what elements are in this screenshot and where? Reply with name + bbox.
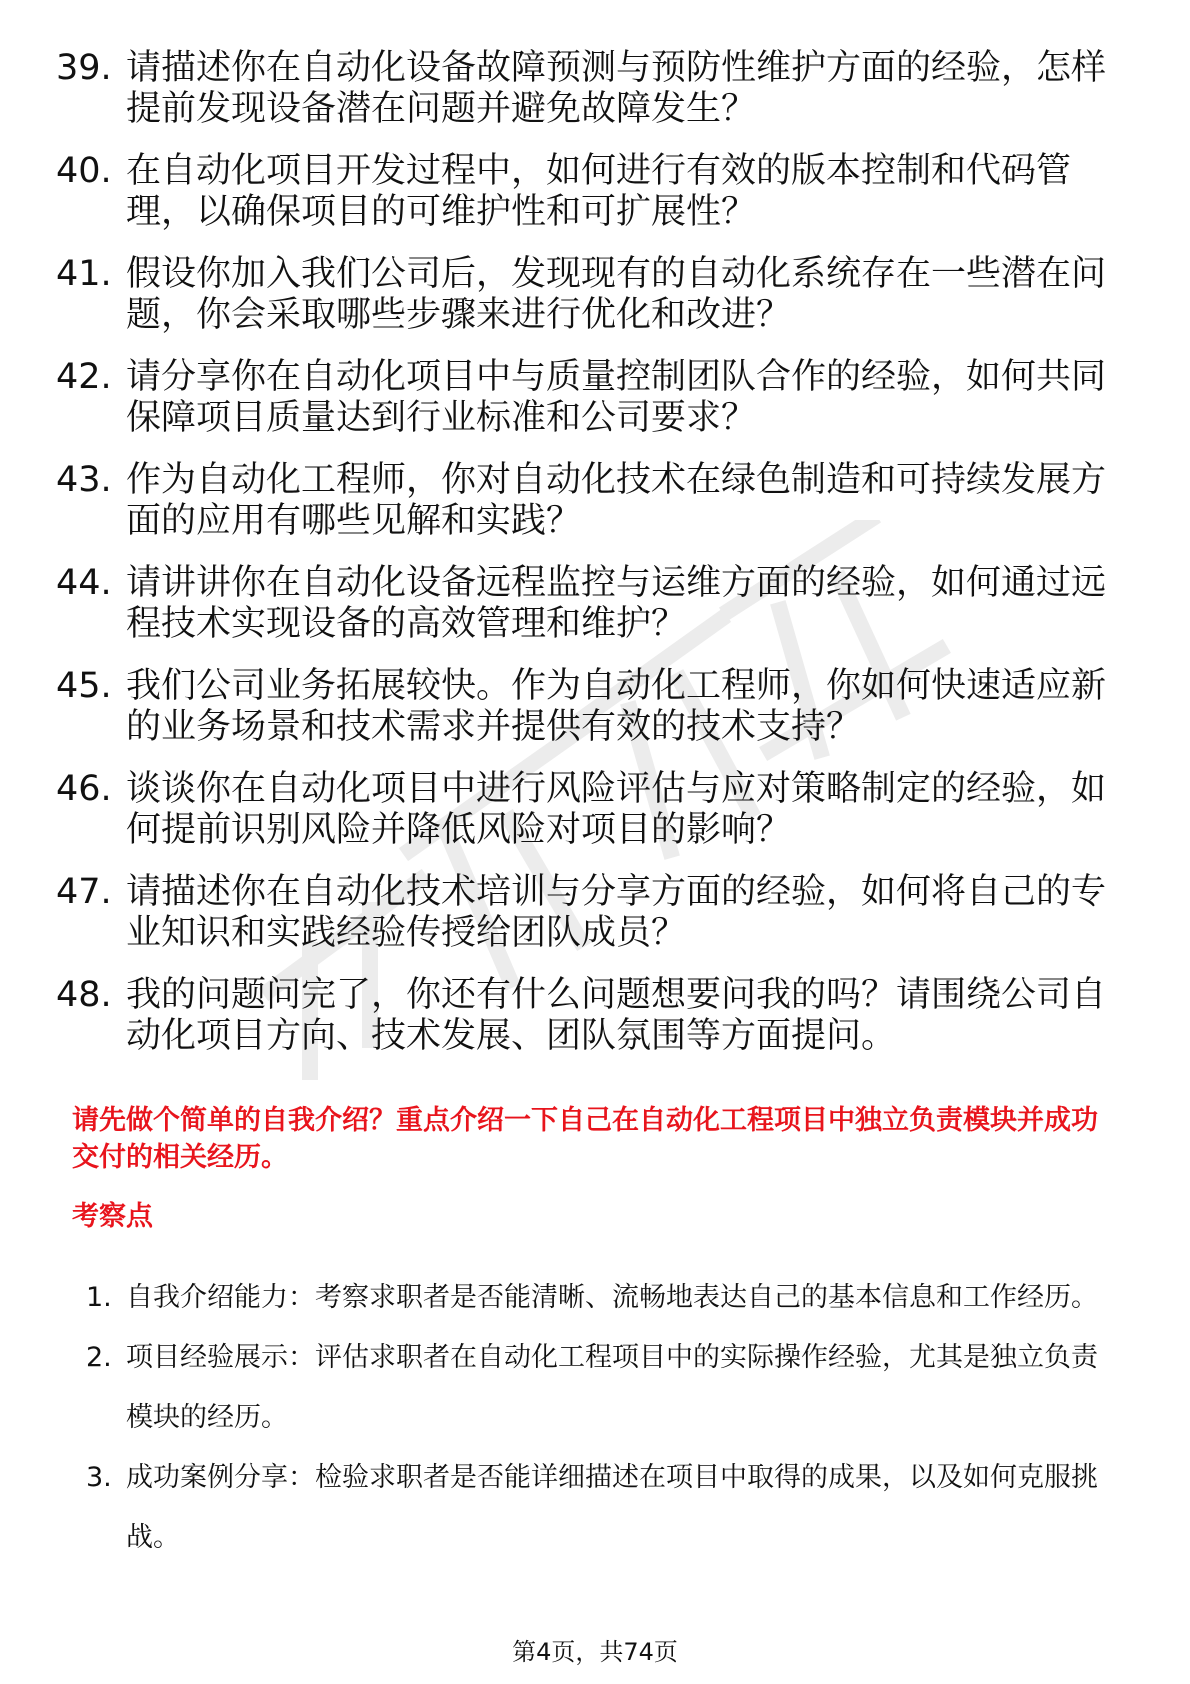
question-text: 我的问题问完了，你还有什么问题想要问我的吗？请围绕公司自动化项目方向、技术发展、团队氛围等方面提问。 bbox=[126, 975, 1107, 1056]
question-number: 43. bbox=[56, 460, 112, 500]
question-text: 请分享你在自动化项目中与质量控制团队合作的经验，如何共同保障项目质量达到行业标准和公司要求？ bbox=[126, 357, 1107, 438]
point-number: 3. bbox=[86, 1462, 112, 1493]
question-number: 44. bbox=[56, 563, 112, 603]
point-text: 自我介绍能力：考察求职者是否能清晰、流畅地表达自己的基本信息和工作经历。 bbox=[126, 1282, 1098, 1313]
question-text: 谈谈你在自动化项目中进行风险评估与应对策略制定的经验，如何提前识别风险并降低风险对项目的影响？ bbox=[126, 769, 1107, 850]
page-footer: 第4页，共74页 bbox=[512, 1638, 678, 1666]
question-item bbox=[0, 460, 1190, 542]
question-item bbox=[0, 872, 1190, 954]
question-text: 假设你加入我们公司后，发现现有的自动化系统存在一些潜在问题，你会采取哪些步骤来进行优化和改进？ bbox=[126, 254, 1107, 335]
intro-question: 请先做个简单的自我介绍？重点介绍一下自己在自动化工程项目中独立负责模块并成功交付的相关经历。 bbox=[72, 1105, 1098, 1173]
question-text: 请讲讲你在自动化设备远程监控与运维方面的经验，如何通过远程技术实现设备的高效管理和维护？ bbox=[126, 563, 1107, 644]
question-number: 40. bbox=[56, 151, 112, 191]
question-item bbox=[0, 975, 1190, 1057]
question-number: 46. bbox=[56, 769, 112, 809]
section-title: 考察点 bbox=[72, 1201, 153, 1232]
question-text: 作为自动化工程师，你对自动化技术在绿色制造和可持续发展方面的应用有哪些见解和实践？ bbox=[126, 460, 1107, 541]
question-number: 41. bbox=[56, 254, 112, 294]
evaluation-points bbox=[0, 1268, 1190, 1568]
point-item bbox=[0, 1328, 1190, 1448]
question-number: 42. bbox=[56, 357, 112, 397]
point-item bbox=[0, 1448, 1190, 1568]
question-text: 我们公司业务拓展较快。作为自动化工程师，你如何快速适应新的业务场景和技术需求并提供有效的技术支持？ bbox=[126, 666, 1107, 747]
question-text: 请描述你在自动化技术培训与分享方面的经验，如何将自己的专业知识和实践经验传授给团队成员？ bbox=[126, 872, 1107, 953]
question-item bbox=[0, 48, 1190, 130]
point-text: 项目经验展示：评估求职者在自动化工程项目中的实际操作经验，尤其是独立负责模块的经历。 bbox=[126, 1342, 1098, 1433]
question-number: 48. bbox=[56, 975, 112, 1015]
question-item bbox=[0, 151, 1190, 233]
point-number: 1. bbox=[86, 1282, 112, 1313]
point-item bbox=[0, 1268, 1190, 1328]
question-text: 请描述你在自动化设备故障预测与预防性维护方面的经验，怎样提前发现设备潜在问题并避免故障发生？ bbox=[126, 48, 1107, 129]
question-number: 39. bbox=[56, 48, 112, 88]
question-text: 在自动化项目开发过程中，如何进行有效的版本控制和代码管理，以确保项目的可维护性和可扩展性？ bbox=[126, 151, 1072, 232]
question-list bbox=[0, 48, 1190, 1078]
question-item bbox=[0, 666, 1190, 748]
question-number: 47. bbox=[56, 872, 112, 912]
question-item bbox=[0, 357, 1190, 439]
point-number: 2. bbox=[86, 1342, 112, 1373]
question-item bbox=[0, 769, 1190, 851]
question-item bbox=[0, 563, 1190, 645]
question-number: 45. bbox=[56, 666, 112, 706]
question-item bbox=[0, 254, 1190, 336]
point-text: 成功案例分享：检验求职者是否能详细描述在项目中取得的成果，以及如何克服挑战。 bbox=[126, 1462, 1098, 1553]
